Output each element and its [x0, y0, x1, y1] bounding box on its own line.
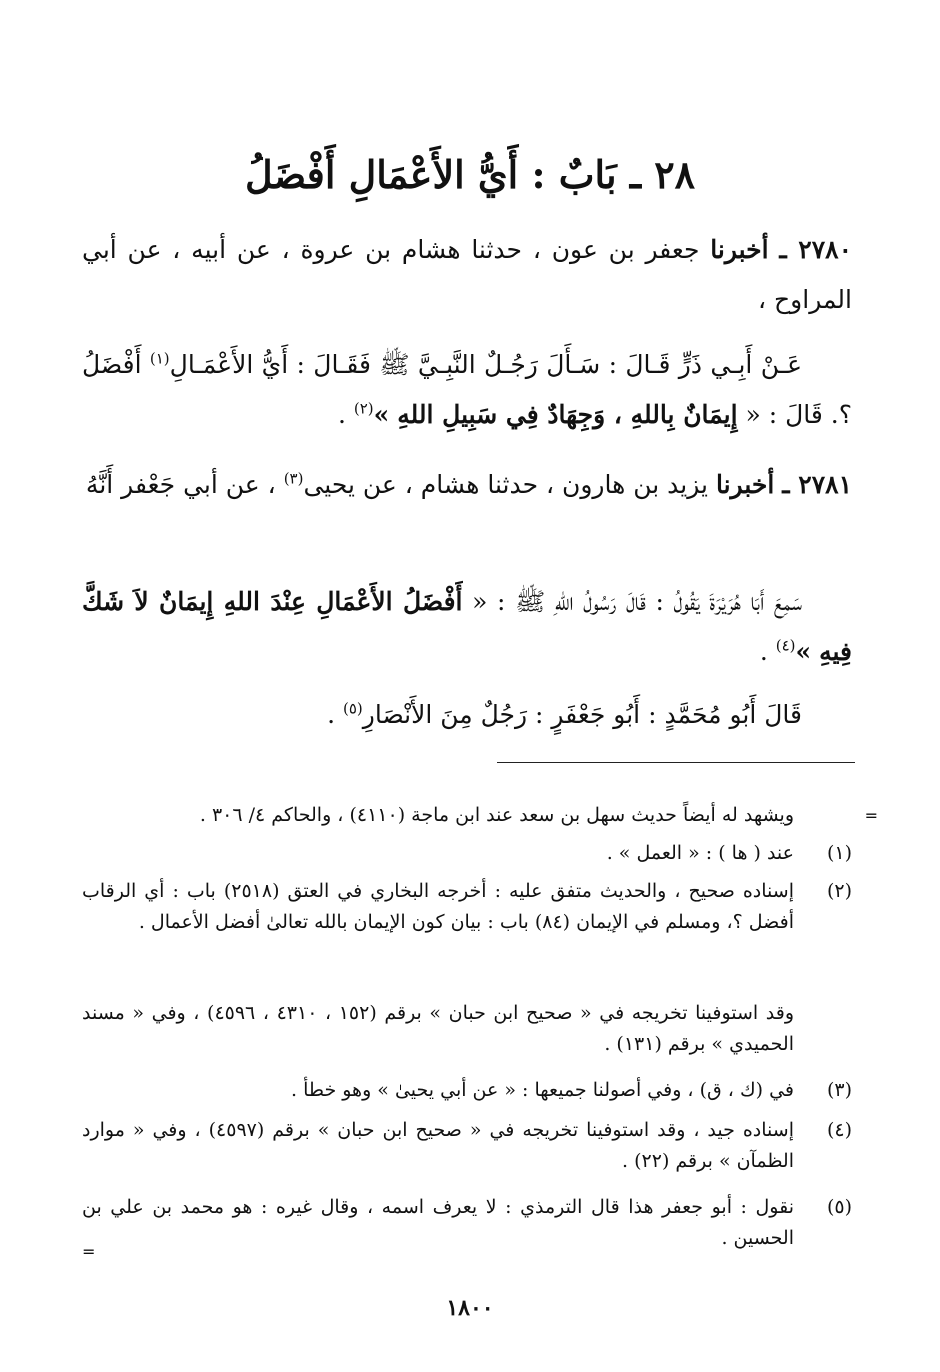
footnote-text: إسناده جيد ، وقد استوفينا تخريجه في « صحيح ابن حبان » برقم (٤٥٩٧) ، وفي « موارد الظمآن » برقم (٢٢) . [82, 1119, 794, 1172]
hadith-end: . [337, 400, 346, 429]
hadith-matn-bold: أَفْضَلُ الأَعْمَالِ عِنْدَ اللهِ إِيمَانٌ لاَ شَكَّ فِيهِ [82, 587, 852, 666]
footnote-divider [497, 762, 855, 763]
hadith-matn-bold: إِيمَانٌ بِاللهِ ، وَجِهَادٌ فِي سَبِيلِ اللهِ [397, 400, 738, 429]
hadith-2780-matn [82, 340, 852, 440]
hadith-2781-isnad [82, 460, 852, 510]
footnote-text: نقول : أبو جعفر هذا قال الترمذي : لا يعرف اسمه ، وقال غيره : هو محمد بن علي بن الحسين . [82, 1196, 794, 1249]
footnote-text: في (ك ، ق) ، وفي أصولنا جميعها : « عن أبي يحيىٰ » وهو خطأ . [291, 1079, 794, 1101]
chapter-title: ٢٨ ـ بَابٌ : أَيُّ الأَعْمَالِ أَفْضَلُ [244, 152, 696, 197]
footnote-number: (٤) [826, 1119, 852, 1141]
hadith-number: ٢٧٨١ ـ [782, 470, 852, 499]
footnote-ref-2: (٢) [353, 399, 374, 418]
comment-end: . [327, 700, 336, 729]
hadith-2781-matn [82, 577, 852, 677]
comment [82, 690, 852, 740]
footnote-ref-4: (٤) [775, 636, 796, 655]
quote-close: » [795, 637, 812, 666]
hadith-matn: سَمِعَ أَبَا هُرَيْرَةَ يَقُولُ : قَالَ رَسُولُ اللهِ ﷺ : « [472, 587, 803, 616]
page-number: ١٨٠٠ [446, 1295, 494, 1321]
footnote-number: (٥) [826, 1196, 852, 1218]
footnote-ref-5: (٥) [343, 699, 363, 718]
footnote-1 [82, 838, 852, 869]
footnote-continuation [82, 800, 852, 831]
hadith-isnad: ، عن أبي جَعْفر أَنَّهُ [85, 470, 276, 499]
footnote-text: إسناده صحيح ، والحديث متفق عليه : أخرجه البخاري في العتق (٢٥١٨) باب : أي الرقاب أفضل ؟، ومسلم في الإيمان (٨٤) باب : بيان كون الإيمان بالله تعالىٰ أفضل الأعمال . [82, 880, 794, 933]
quote-close: » [373, 400, 390, 429]
footnote-ref-1: (١) [149, 349, 170, 368]
footnote-5 [82, 1192, 852, 1254]
hadith-matn: أَفْضَلُ ؟. قَالَ : « [82, 350, 852, 429]
footnote-text: ويشهد له أيضاً حديث سهل بن سعد عند ابن ماجة (٤١١٠) ، والحاكم ٤/ ٣٠٦ . [199, 804, 794, 826]
comment-text: قَالَ أَبُو مُحَمَّدٍ : أَبُو جَعْفَرٍ : رَجُلٌ مِنَ الأَنْصَارِ [362, 700, 802, 729]
hadith-isnad: يزيد بن هارون ، حدثنا هشام ، عن يحيى [303, 470, 709, 499]
hadith-2780-isnad [82, 225, 852, 325]
footnote-2 [82, 876, 852, 938]
continued-mark-bottom: = [82, 1242, 96, 1261]
footnote-2-continued [82, 998, 852, 1060]
footnote-text: وقد استوفينا تخريجه في « صحيح ابن حبان » برقم (١٥٢ ، ٤٣١٠ ، ٤٥٩٦) ، وفي « مسند الحميدي » برقم (١٣١) . [82, 1002, 795, 1055]
hadith-lead: أخبرنا [710, 235, 769, 264]
hadith-end: . [759, 637, 768, 666]
hadith-isnad: جعفر بن عون ، حدثنا هشام بن عروة ، عن أبيه ، عن أبي المراوح ، [82, 235, 852, 314]
hadith-lead: أخبرنا [715, 470, 775, 499]
footnote-3 [82, 1075, 852, 1106]
footnote-text: عند ( ها ) : « العمل » . [606, 842, 794, 864]
hadith-matn: عَـنْ أَبِـي ذَرٍّ قَـالَ : سَـأَلَ رَجُـلٌ النَّبِـيَّ ﷺ فَقَـالَ : أَيُّ الأَعْمَـالِ [169, 350, 802, 379]
footnote-ref-3: (٣) [283, 469, 304, 488]
continued-mark-top: = [864, 806, 878, 825]
footnote-number [794, 998, 852, 1060]
hadith-number: ٢٧٨٠ ـ [779, 235, 852, 264]
footnote-number: (١) [826, 842, 852, 864]
footnote-4 [82, 1115, 852, 1177]
footnote-number: (٢) [826, 880, 852, 902]
footnote-number: (٣) [826, 1079, 852, 1101]
